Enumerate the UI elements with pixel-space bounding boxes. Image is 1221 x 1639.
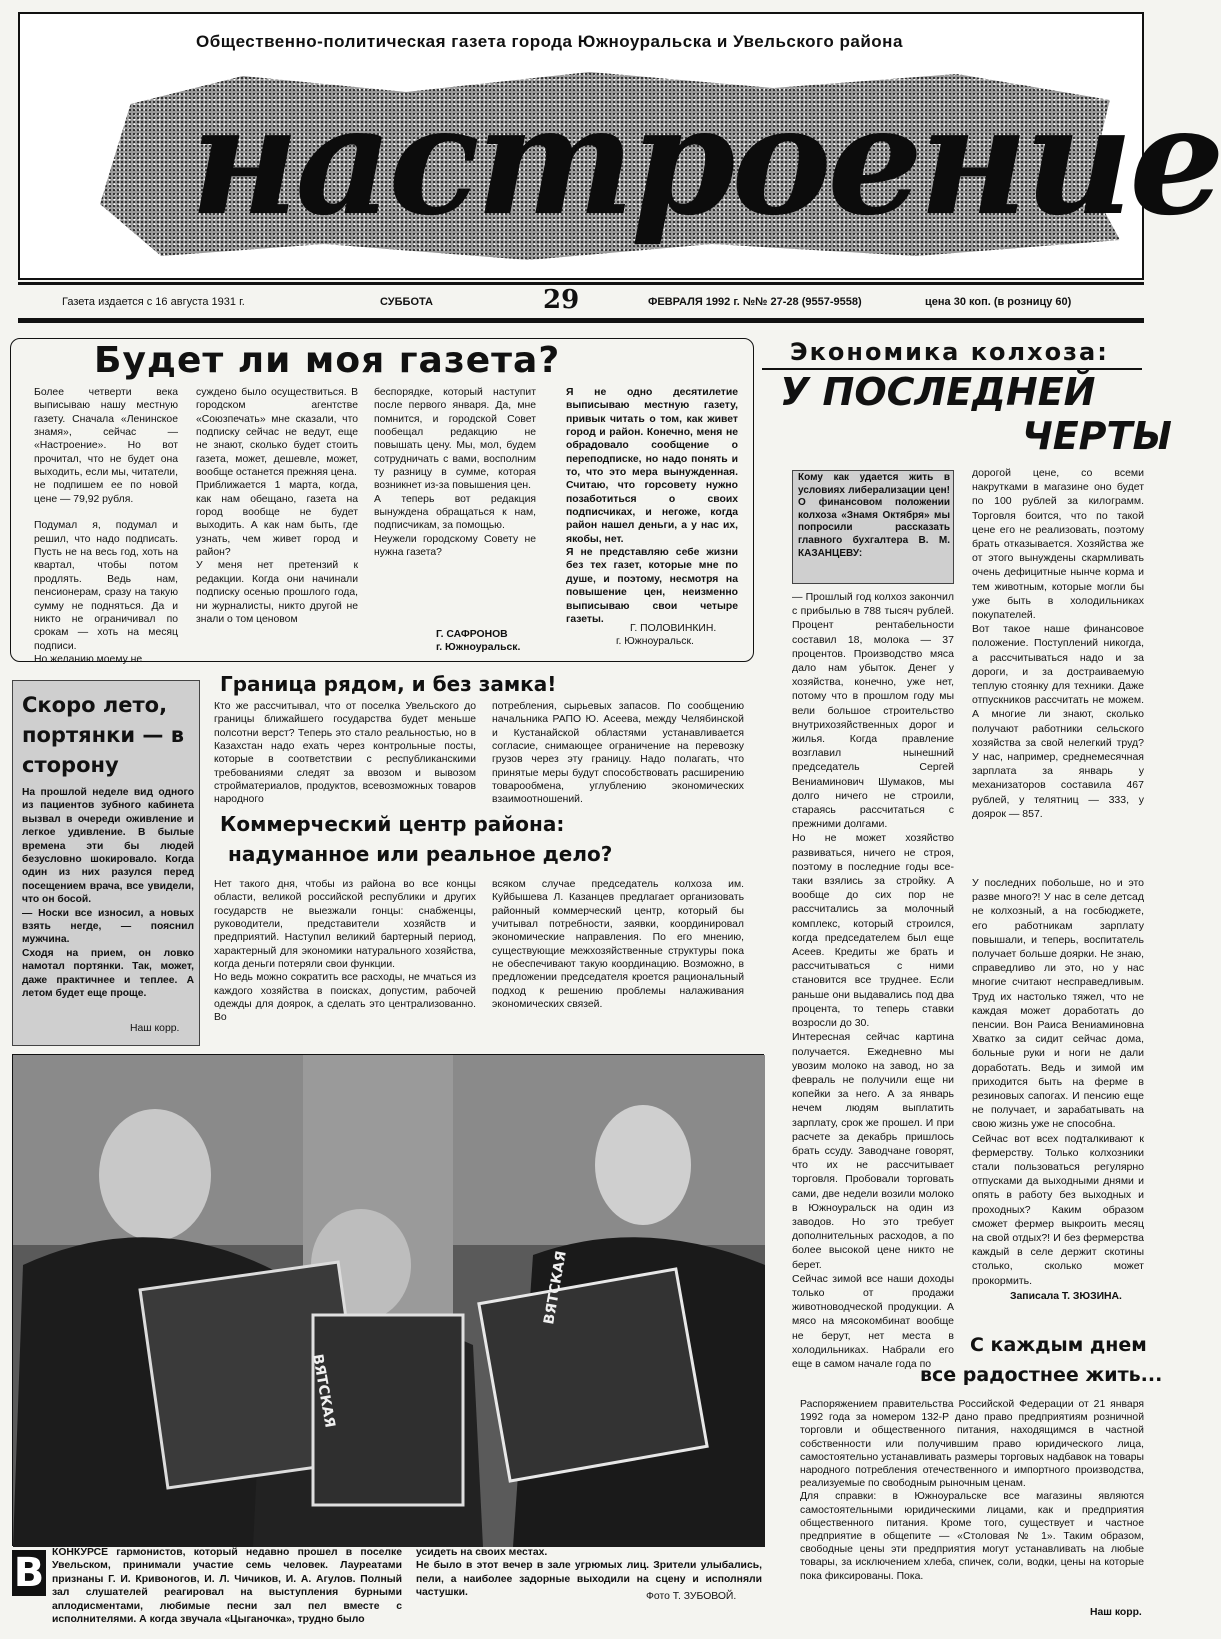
economy-title-line2: ЧЕРТЫ (1022, 414, 1172, 458)
accordion-label-left: ВЯТСКАЯ (309, 1352, 338, 1429)
life-signature: Наш корр. (1090, 1607, 1142, 1618)
accordion-label-right: ВЯТСКАЯ (541, 1249, 570, 1326)
caption-col1: КОНКУРСЕ гармонистов, который недавно прошел в поселке Увельском, принимали участие семь человек. Лауреатами признаны Г. И. Кривоногов, И. Л. Чичиков, И. А. Агулов. Полный зал слушателей реагировал на выступления бурными аплодисментами, любимые песни зал пел вместе с исполнителями. А когда звучала «Цыганочка», трудно было (52, 1547, 402, 1626)
person-right-head (595, 1105, 691, 1225)
economy-col1: — Прошлый год колхоз закончил с прибылью в 788 тысяч рублей. Процент рентабельности составил 18, молока — 37 процентов. Производство мяса дало нам убыток. Денег у хозяйства, конечно, уже нет, потому что в прошлом году мы вели большое строительство внутрихозяйственных дорог и жилья. Когда правление возглавил нынешний председатель Сергей Вениаминович Шумаков, мы долго ничего не строили, стараясь рассчитаться с прежними долгами. Но не может хозяйство развиваться, ничего не строя, поэтому в последние годы все-таки взялись за стройку. А вообще до сих пор не рассчитались за молочный комплекс, который строился, когда председателем был еще Асеев. Кредиты же брать и рассчитываться с ними становится все труднее. Если раньше они выдавались под два процента, то теперь ставки возросли до 30. Интересная сейчас картина получается. Ежедневно мы увозим молоко на завод, но за февраль не получили еще ни копейки за него. А за январь нечем людям выплатить зарплату, срок же прошел. И при расчете за декабрь пришлось брать ссуду. Заводчане говорят, что их не рассчитывает торговля. Пробовали торговать сами, две недели возили молоко в Южноуральск на один из заводов. Но это требует дополнительных расходов, а по более высокой цене никто не берет. Сейчас зимой все наши доходы только от продажи животноводческой продукции. А мясо на мясокомбинат вообще не берут, нет места в холодильниках. Набрали его еще в самом начале года по (792, 591, 954, 1370)
article-newspaper-col4: Я не одно десятилетие выписываю местную газету, привык читать о том, как живет город и район. Конечно, меня не обрадовало сообщение о переподписке, но надо понять и то, что это мера вынужденная. Считаю, что горсовету нужно позаботиться о своих подписчиках, и негоже, когда район нашел деньги, а у нас их, якобы, нет. Я не представляю себе жизни без тех газет, которые мне по душе, и поэтому, несмотря на повышение цен, неизменно выписываю свои четыре газеты. (566, 387, 738, 625)
day-number: 29 (543, 285, 580, 315)
masthead-rule-bottom (18, 318, 1144, 323)
commerce-col2: всяком случае председатель колхоза им. Куйбышева Л. Казанцев предлагает организовать районный коммерческий центр, который бы учитывал потребности, заявки, координировал экономические направления. По его мнению, существующие межхозяйственные структуры пока не обеспечивают такую координацию. Возможно, в предложении председателя кроется рациональный подход к решению проблемы налаживания экономических связей. (492, 879, 744, 1011)
commerce-title-line1: Коммерческий центр района: (220, 812, 565, 836)
border-title: Граница рядом, и без замка! (220, 672, 557, 696)
caption-col2: усидеть на своих местах. Не было в этот вечер в зале угрюмых лиц. Зрители улыбались, пели, а наиболее задорные выходили на сцену и исполняли частушки. (416, 1547, 762, 1599)
summer-signature: Наш корр. (130, 1023, 180, 1034)
masthead-subtitle: Общественно-политическая газета города Южноуральска и Увельского района (196, 32, 903, 51)
article-newspaper-col1: Более четверти века выписываю нашу местную газету. Сначала «Ленинское знамя», сейчас — «Настроение». Но вот прочитал, что не будет она выходить, если мы, читатели, не подпишем ее по новой цене — 79,92 рубля. Подумал я, подумал и решил, что надо подписать. Пусть не на весь год, хоть на квартал, чтобы потом продлять. Ведь нам, пенсионерам, сразу на такую сумму не подняться. Да и никто не ограничивал по срокам — хоть на месяц подписи. Но желанию моему не (34, 387, 178, 665)
signature-safronov-place: г. Южноуральск. (436, 642, 521, 653)
summer-text: На прошлой неделе вид одного из пациентов зубного кабинета вызвал в очереди оживление и легкое удивление. В былые времена эти бы людей безусловно шокировало. Когда один из них разулся перед посещением врача, все увидели, что он босой. — Носки все износил, а новых взять негде, — пояснил мужчина. Сходя на прием, он ловко намотал портянки. Так, может, даже практичнее и теплее. А летом будет еще проще. (22, 787, 194, 1000)
economy-col2a: дорогой цене, со всеми накрутками в магазине оно будет по 100 рублей за килограмм. Торговля боится, что по такой цене его не реализовать, поэтому брать отказывается. Хозяйства же от этого вынуждены скармливать очень дефицитные нынче корма и тем животным, которые могли бы уже быть в холодильниках покупателей. Вот такое наше финансовое положение. Поступлений никогда, а рассчитываться надо и за дороги, и за достраиваемую теплую стоянку для техники. Даже отпускников рассчитать не можем. А многие ли знают, сколько получают работники сельского хозяйства за свой нелегкий труд? У нас, например, среднемесячная зарплата за январь у механизаторов составила 467 рублей, у телятниц — 333, у доярок — 857. (972, 467, 1144, 820)
economy-rubric: Экономика колхоза: (790, 338, 1109, 366)
accordion-players-photo (12, 1054, 764, 1546)
signature-polovinkin: Г. ПОЛОВИНКИН. (630, 623, 717, 634)
newspaper-logo: настроение (190, 73, 1221, 249)
founded-line: Газета издается с 16 августа 1931 г. (62, 296, 245, 308)
life-text: Распоряжением правительства Российской Федерации от 21 января 1992 года за номером 132-Р дано право предприятиям розничной торговли и общественного питания, находящимся в частной собственности или получившим право юридического лица, самостоятельно устанавливать размеры торговых надбавок на товары народного потребления отечественного и импортного производства, реализуемые по свободным рыночным ценам. Для справки: в Южноуральске все магазины являются самостоятельными юридическими лицами, как и предприятия общественного питания. Кроме того, существует и частное предприятие в общепите — «Столовая № 1». Таким образом, свободные цены эти предприятия могут устанавливать на любые товары, за исключением хлеба, спичек, соли, водки, цены на которые пока фиксированы. Пока. (800, 1399, 1144, 1582)
economy-lead: Кому как удается жить в условиях либерализации цен! О финансовом положении колхоза «Знамя Октября» мы попросили рассказать главного бухгалтера В. М. КАЗАНЦЕВУ: (798, 472, 950, 559)
commerce-title-line2: надуманное или реальное дело? (228, 842, 613, 866)
accordion-right (479, 1269, 707, 1481)
masthead (18, 12, 1221, 280)
life-title-line1: С каждым днем (970, 1334, 1147, 1356)
issue-date: ФЕВРАЛЯ 1992 г. №№ 27-28 (9557-9558) (648, 296, 862, 308)
border-col1: Кто же рассчитывал, что от поселка Увельского до границы ближайшего государства будет меньше полсотни верст? Теперь это стало реальностью, но в Казахстан надо ехать через контрольные посты, которые в соответствии с республиканскими требованиями следят за ввозом и вывозом стройматериалов, продуктов, всевозможных товаров народного (214, 701, 476, 806)
border-col2: потребления, сырьевых запасов. По сообщению начальника РАПО Ю. Асеева, между Челябинской и Кустанайской областями устанавливается согласие, снимающее ограничение на перевозку грузов через эту границу. Надо полагать, что принятые меры будут способствовать расширению товарообмена, углублению экономических взаимоотношений. (492, 701, 744, 806)
article-newspaper-col3: беспорядке, который наступит после первого января. Да, мне помнится, и городской Совет пообещал редакцию не повышать цену. Мы, мол, будем сотрудничать с вами, восполним ту разницу в сумме, которая возникнет из-за повышения цен. А теперь вот редакция вынуждена обращаться к нам, подписчикам, за помощью. Неужели городскому Совету не нужна газета? (374, 387, 536, 559)
economy-title-line1: У ПОСЛЕДНЕЙ (780, 370, 1096, 414)
weekday: СУББОТА (380, 296, 433, 308)
photo-credit: Фото Т. ЗУБОВОЙ. (646, 1591, 737, 1602)
commerce-col1: Нет такого дня, чтобы из района во все концы области, великой российской республики и других государств не выезжали гонцы: снабженцы, руководители, представители хозяйств и предприятий. Наступил великий бартерный период, характерный для экономики натурального хозяйства, когда деньги потеряли свои функции. Но ведь можно сократить все расходы, не мчаться из каждого хозяйства в поисках, допустим, рабочей одежды для доярок, а сделать это централизованно. Во (214, 879, 476, 1024)
article-newspaper-title: Будет ли моя газета? (94, 340, 561, 381)
photo-illustration (13, 1055, 765, 1547)
life-title-line2: все радостнее жить... (920, 1364, 1163, 1386)
economy-col2b: У последних побольше, но и это разве много?! У нас в селе детсад не колхозный, а на госбюджете, его работникам зарплату повышали, и теперь, воспитатель получает больше доярки. Не знаю, справедливо ли это, но у нас многие считают несправедливым. Труд их настолько тяжел, что не каждая может доработать до пенсии. Вон Раиса Вениаминовна Хватко за сидит сейчас дома, больные руки и ноги не дали доработать. Ведь и зимой им приходится быть на ферме в резиновых сапогах. И пенсию еще не получает, и зарабатывать на свою жизнь уже не способна. Сейчас вот всех подталкивают к фермерству. Только колхозники стали пользоваться регулярно отпусками да выходными днями и опять в работу без выходных и проходных? Каким образом сможет фермер выкроить месяц на свой отдых?! И без фермерства каждый в селе держит скотины столько, сколько может прокормить. (972, 877, 1144, 1287)
economy-signature: Записала Т. ЗЮЗИНА. (1010, 1291, 1122, 1302)
price: цена 30 коп. (в розницу 60) (925, 296, 1072, 308)
caption-drop-cap: В (13, 1550, 45, 1596)
article-newspaper-col2: суждено было осуществиться. В городском агентстве «Союзпечать» мне сказали, что подписку сейчас не ведут, еще не знают, сколько будет стоить газета, может, дешевле, может, вообще останется прежняя цена. Приближается 1 марта, когда, как нам обещано, газета на город вообще не будет выходить. А как нам быть, где узнать, чем живет город и район? У меня нет претензий к редакции. Когда они начинали подписку осенью прошлого года, ни журналисты, никто другой не знали о том ценовом (196, 387, 358, 625)
signature-safronov: Г. САФРОНОВ (436, 629, 508, 640)
summer-title: Скоро лето, портянки — в сторону (22, 693, 185, 777)
signature-polovinkin-place: г. Южноуральск. (616, 636, 694, 647)
person-left-head (99, 1109, 211, 1241)
